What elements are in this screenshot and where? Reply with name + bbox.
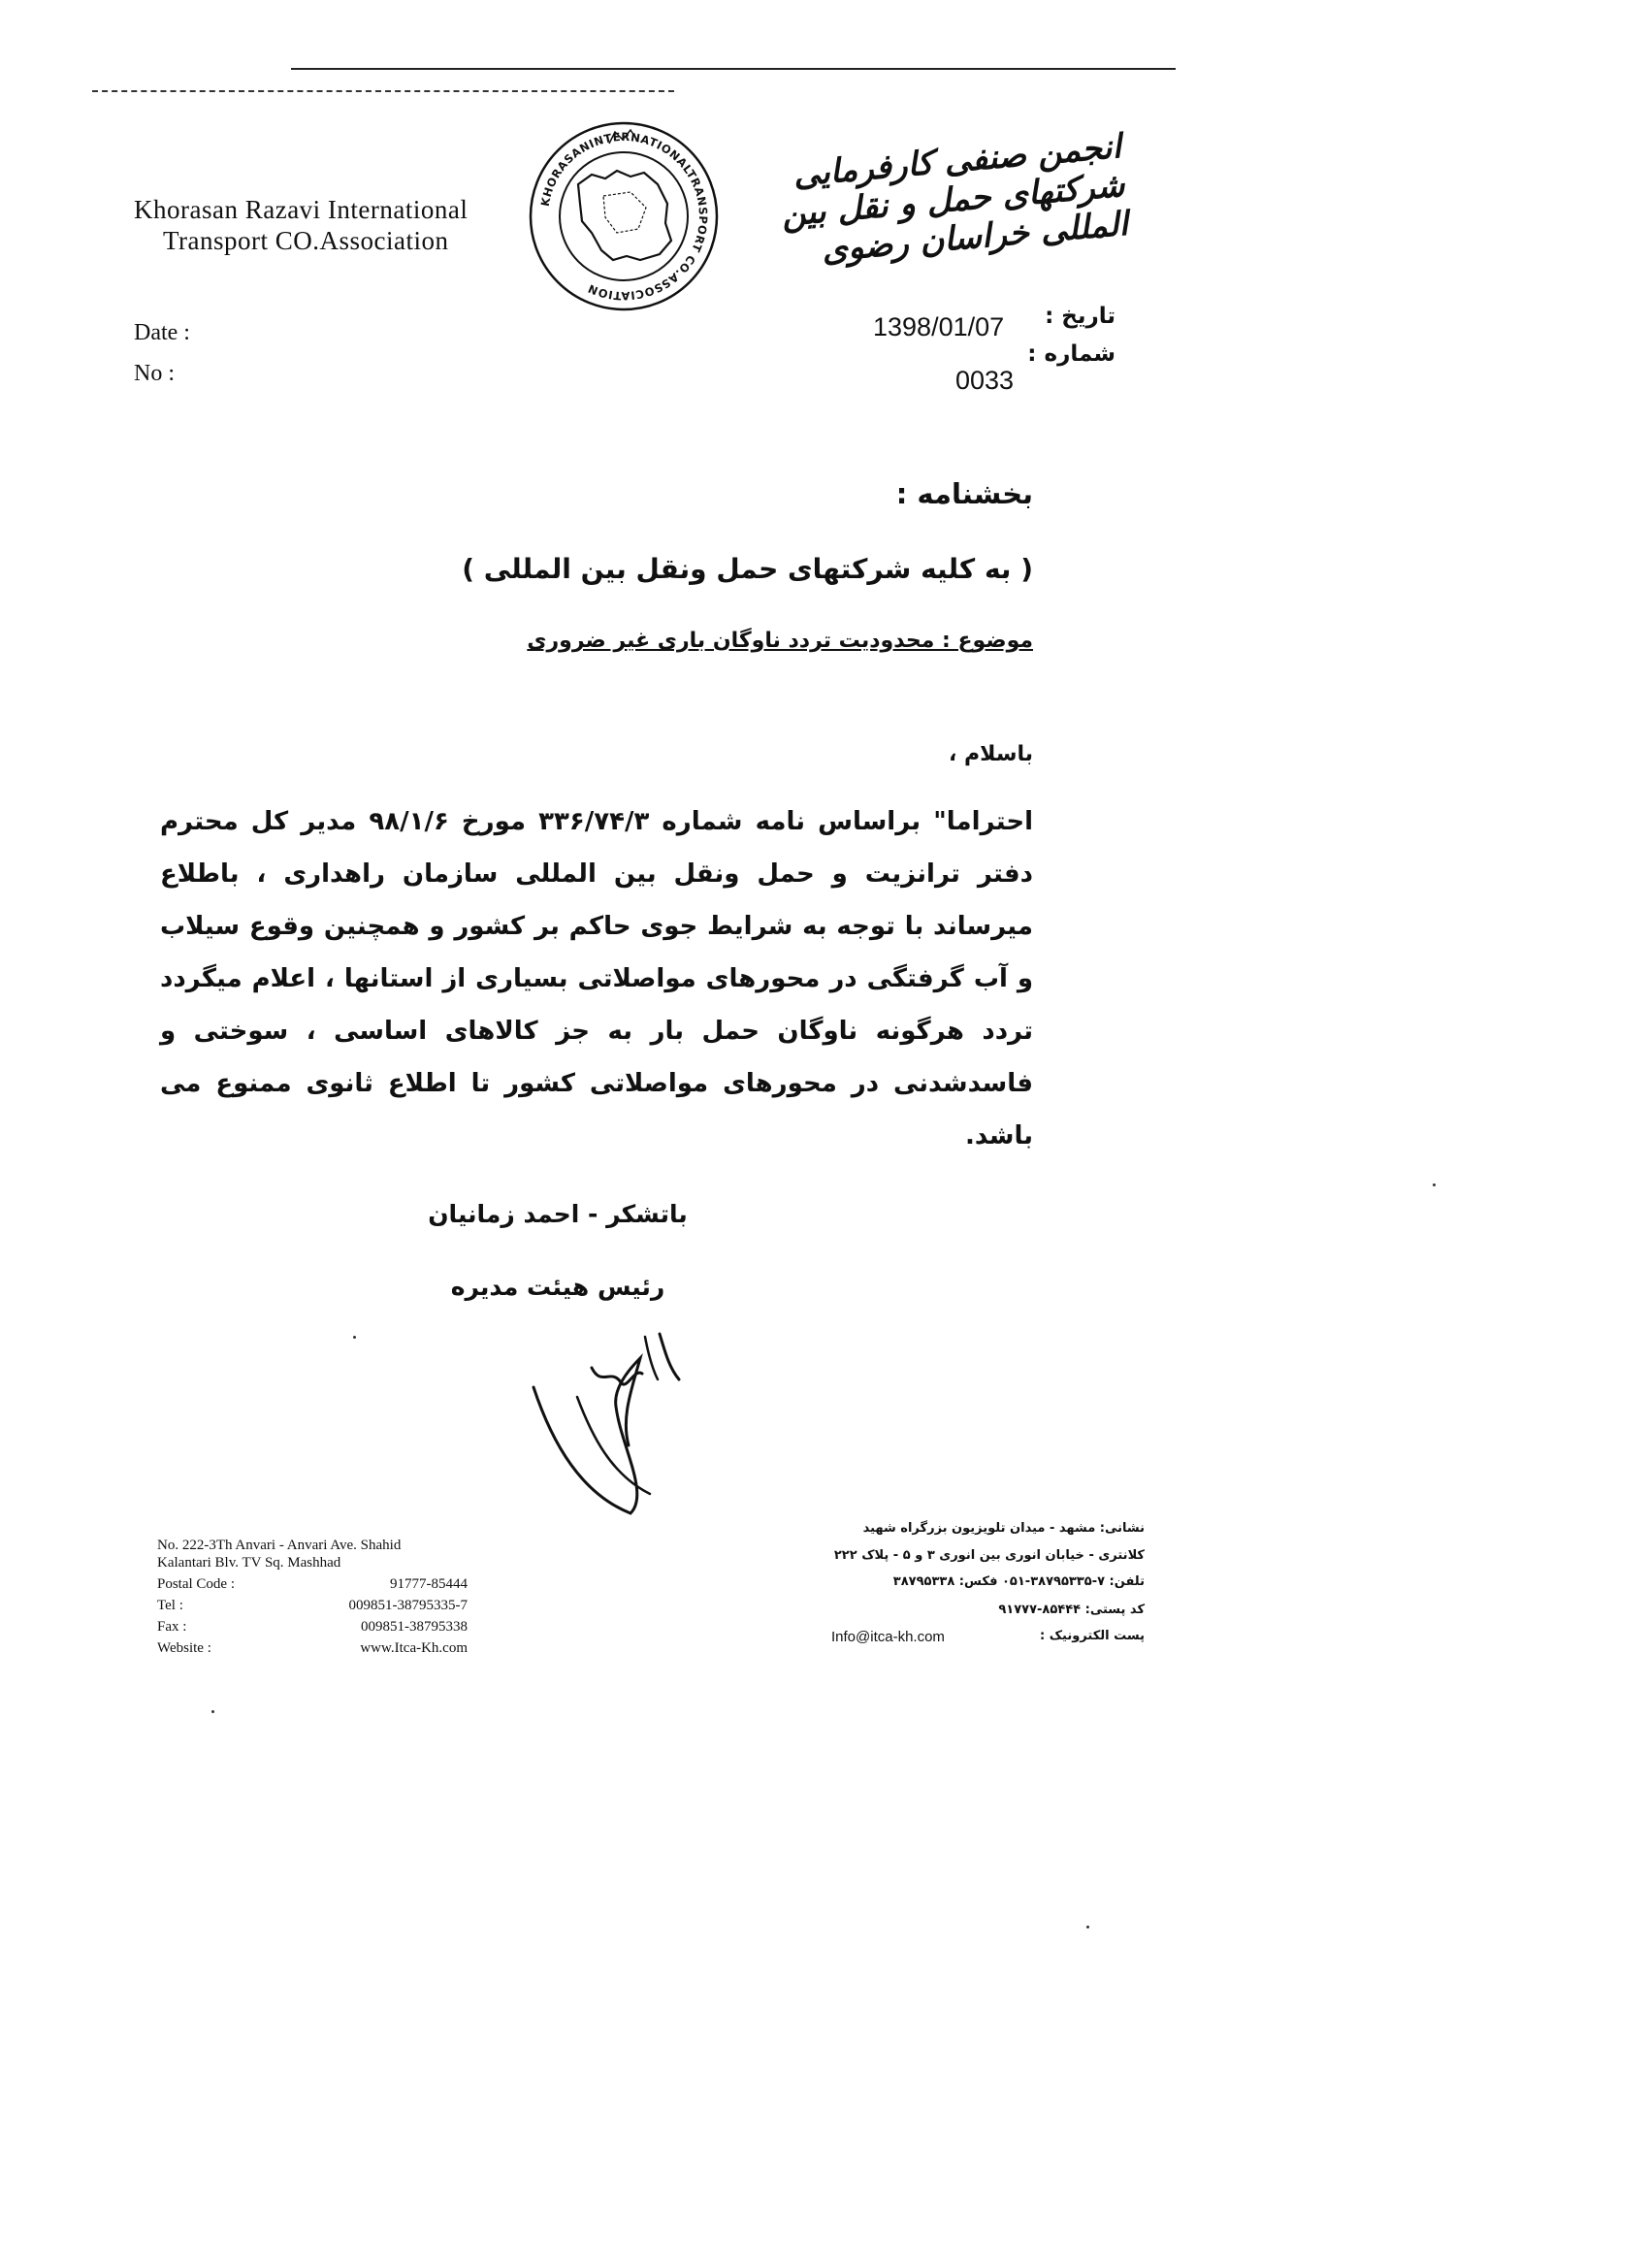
greeting: باسلام ، [948,742,1033,766]
circular-title: بخشنامه : [895,477,1033,510]
province-outline-icon [603,192,646,233]
footer-tel-row [157,1598,468,1614]
footer-tel-label: Tel : [157,1598,183,1613]
letter-body: احتراما" براساس نامه شماره ۳۳۶/۷۴/۳ مورخ ۹۸/۱/۶ مدیر کل محترم دفتر ترانزیت و حمل ونقل بین المللی سازمان راهداری ، باطلاع میرساند با توجه به شرایط جوی حاکم بر کشور و همچنین وقوع سیلاب و آب گرفتگی در محورهای مواصلاتی بسیاری از استانها ، اعلام میگردد تردد هرگونه ناوگان حمل بار به جز کالاهای اساسی ، سوختی و فاسدشدنی در محورهای مواصلاتی کشور تا اطلاع ثانوی ممنوع می باشد. [160,807,1033,1150]
footer-tel-value: 009851-38795335-7 [348,1598,468,1613]
footer-phone-fa: تلفن: ۷-۳۸۷۹۵۳۳۵-۰۵۱ فکس: ۳۸۷۹۵۳۳۸ [892,1574,1145,1589]
footer-email-label-fa: پست الکترونیک : [1040,1629,1145,1643]
number-label-en: No : [134,361,175,386]
footer-fax-value: 009851-38795338 [361,1619,468,1635]
footer-address-en-line2: Kalantari Blv. TV Sq. Mashhad [157,1555,341,1571]
scan-speck [353,1336,356,1339]
footer-website-row [157,1640,468,1657]
footer-website-label: Website : [157,1640,211,1656]
org-name-en [134,194,522,256]
number-value: 0033 [955,366,1015,395]
date-label-fa: تاریخ : [1045,304,1116,329]
association-logo [522,114,726,318]
footer-fax-row [157,1619,468,1636]
recipient-line: ( به کلیه شرکتهای حمل ونقل بین المللی ) [462,553,1033,585]
scan-speck [1433,1183,1436,1186]
org-name-en-line1: Khorasan Razavi International [134,195,469,224]
iran-map-icon [578,171,671,260]
handwritten-signature [524,1329,689,1518]
svg-text:KHORASANINTERNATIONALTRANSPORT [538,130,710,303]
date-value: 1398/01/07 [873,312,1005,341]
scan-speck [211,1710,214,1713]
closing-title: رئیس هیئت مدیره [450,1273,665,1301]
scan-dashed-line [92,90,674,92]
footer-website-value: www.Itca-Kh.com [360,1640,468,1656]
footer-email-value: Info@itca-kh.com [831,1629,945,1645]
footer-address-en-line1: No. 222-3Th Anvari - Anvari Ave. Shahid [157,1538,402,1553]
footer-postal-fa: کد پستی: ۸۵۴۴۴-۹۱۷۷۷ [998,1603,1145,1617]
footer-postal-label: Postal Code : [157,1576,236,1592]
org-name-fa: انجمن صنفی کارفرمایی شرکتهای حمل و نقل بین المللی خراسان رضوی [780,127,1130,271]
org-name-en-line2: Transport CO.Association [163,226,449,255]
closing-name: باتشکر - احمد زمانیان [428,1200,688,1228]
number-label-fa: شماره : [1027,341,1116,367]
footer-postal-row [157,1576,468,1593]
subject-text: موضوع : محدودیت تردد ناوگان باری غیر ضروری [527,629,1033,653]
logo-ring-text: KHORASANINTERNATIONALTRANSPORT CO.ASSOCIATION [537,129,711,304]
footer-address-fa-line2: کلانتری - خیابان انوری بین انوری ۳ و ۵ - پلاک ۲۲۲ [833,1548,1145,1563]
footer-fax-label: Fax : [157,1619,187,1635]
subject-line [388,629,1033,653]
scan-top-line [291,68,1176,70]
footer-postal-value: 91777-85444 [390,1576,468,1592]
scan-speck [1086,1926,1089,1928]
date-label-en: Date : [134,320,190,345]
footer-address-fa-line1: نشانی: مشهد - میدان تلویزیون بزرگراه شهید [862,1521,1145,1536]
